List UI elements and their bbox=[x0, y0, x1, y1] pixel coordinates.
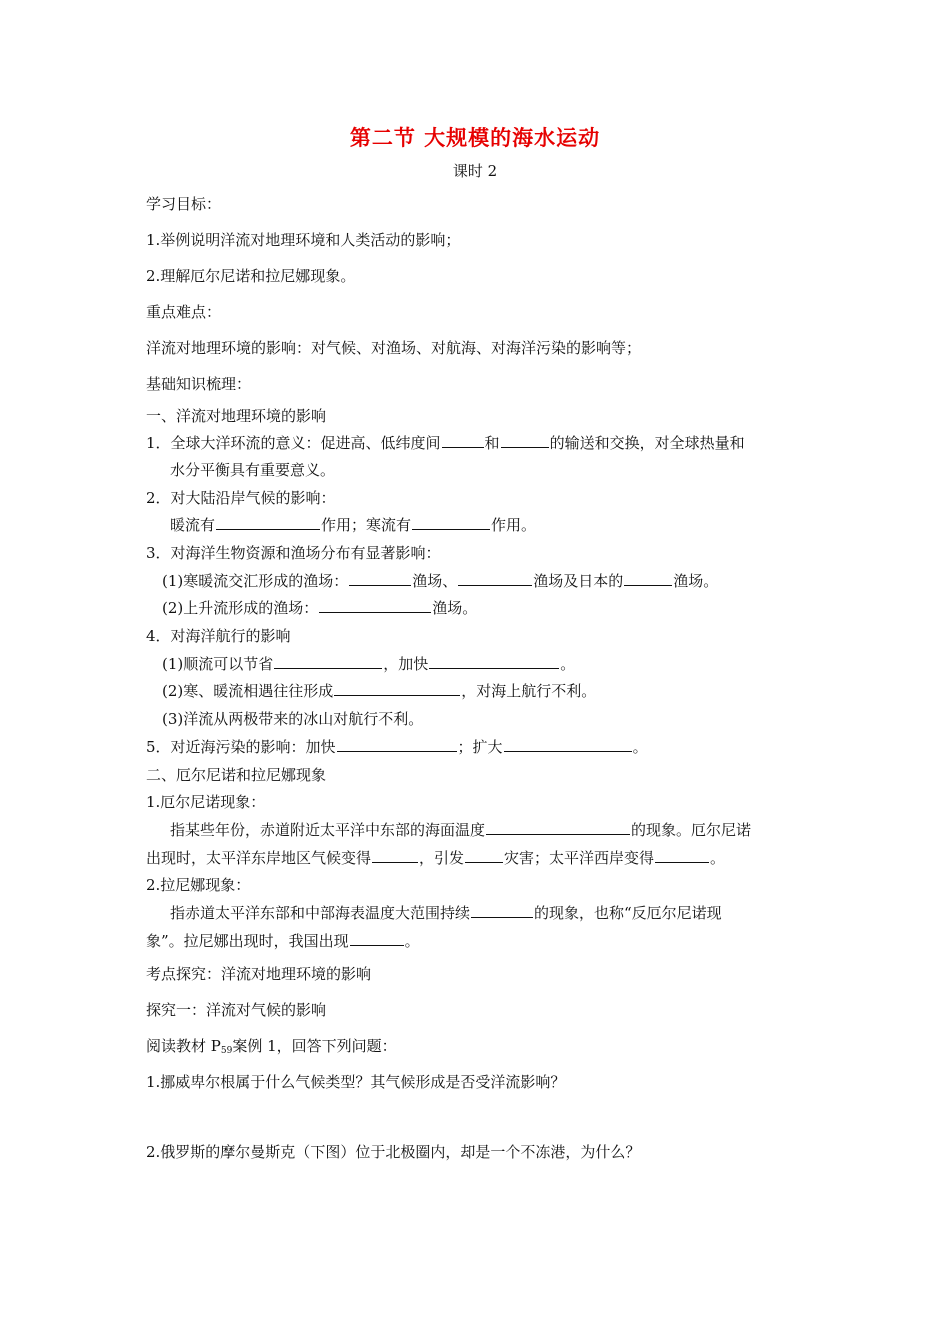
blank-fog[interactable] bbox=[334, 680, 460, 696]
item-4-heading: 4．对海洋航行的影响 bbox=[146, 627, 291, 645]
item-1-text-a: 1．全球大洋环流的意义：促进高、低纬度间 bbox=[146, 434, 441, 452]
inquiry-1-heading: 探究一：洋流对气候的影响 bbox=[146, 1001, 327, 1019]
blank-speed-up[interactable] bbox=[429, 653, 559, 669]
item-4-sub-1-text-b: ，加快 bbox=[383, 655, 429, 673]
el-nino-text-d: ，引发 bbox=[419, 849, 465, 867]
blank-china-effect[interactable] bbox=[350, 930, 404, 946]
el-nino-line-2 bbox=[146, 847, 725, 869]
la-nina-line-1 bbox=[170, 902, 722, 924]
page-subtitle: 课时 2 bbox=[452, 162, 498, 180]
item-3-sub-2-text-a: (2)上升流形成的渔场： bbox=[162, 599, 319, 617]
item-3-sub-2-text-b: 渔场。 bbox=[432, 599, 478, 617]
reading-text-a: 阅读教材 P bbox=[146, 1037, 221, 1055]
section-heading-basics: 基础知识梳理： bbox=[146, 375, 252, 393]
item-4-sub-1 bbox=[162, 653, 575, 675]
blank-fishery-3[interactable] bbox=[624, 570, 672, 586]
blank-pollution-range[interactable] bbox=[504, 736, 632, 752]
la-nina-heading: 2.拉尼娜现象： bbox=[146, 876, 251, 894]
exam-point-heading: 考点探究：洋流对地理环境的影响 bbox=[146, 965, 372, 983]
el-nino-text-a: 指某些年份，赤道附近太平洋中东部的海面温度 bbox=[170, 821, 486, 839]
la-nina-text-d: 。 bbox=[404, 932, 420, 950]
reading-instruction bbox=[146, 1035, 397, 1062]
section-heading-key-points: 重点难点： bbox=[146, 303, 222, 321]
item-3-sub-1-text-d: 渔场。 bbox=[673, 572, 719, 590]
item-4-sub-1-text-a: (1)顺流可以节省 bbox=[162, 655, 274, 673]
blank-disaster[interactable] bbox=[465, 847, 503, 863]
item-1-text-c: 的输送和交换，对全球热量和 bbox=[549, 434, 745, 452]
page-title: 第二节 大规模的海水运动 bbox=[349, 126, 601, 150]
part-2-heading: 二、厄尔尼诺和拉尼娜现象 bbox=[146, 766, 327, 784]
key-points-text: 洋流对地理环境的影响：对气候、对渔场、对航海、对海洋污染的影响等； bbox=[146, 339, 642, 357]
blank-cold-current-effect[interactable] bbox=[412, 514, 490, 530]
item-4-sub-1-text-c: 。 bbox=[560, 655, 576, 673]
blank-temp-drop[interactable] bbox=[471, 902, 533, 918]
blank-west-climate[interactable] bbox=[655, 847, 709, 863]
item-3-sub-1-text-c: 渔场及日本的 bbox=[533, 572, 624, 590]
blank-save[interactable] bbox=[274, 653, 382, 669]
item-5-text-c: 。 bbox=[632, 738, 648, 756]
item-1-line-1 bbox=[146, 432, 745, 454]
item-4-sub-2-text-b: ，对海上航行不利。 bbox=[461, 682, 597, 700]
reading-text-b: 案例 1，回答下列问题： bbox=[232, 1037, 397, 1055]
item-2-heading: 2．对大陆沿岸气候的影响： bbox=[146, 489, 336, 507]
item-2-text-b: 作用；寒流有 bbox=[321, 516, 412, 534]
item-4-sub-2-text-a: (2)寒、暖流相遇往往形成 bbox=[162, 682, 334, 700]
question-1: 1.挪威卑尔根属于什么气候类型？其气候形成是否受洋流影响？ bbox=[146, 1073, 566, 1091]
la-nina-text-c: 象”。拉尼娜出现时，我国出现 bbox=[146, 932, 349, 950]
page-number-subscript: 59 bbox=[220, 1046, 233, 1056]
el-nino-text-b: 的现象。厄尔尼诺 bbox=[631, 821, 752, 839]
blank-water[interactable] bbox=[501, 432, 549, 448]
section-heading-objectives: 学习目标： bbox=[146, 195, 222, 213]
item-2-text-c: 作用。 bbox=[491, 516, 537, 534]
item-5-text-b: ；扩大 bbox=[457, 738, 503, 756]
blank-heat[interactable] bbox=[442, 432, 484, 448]
la-nina-text-b: 的现象，也称“反厄尔尼诺现 bbox=[534, 904, 722, 922]
item-4-sub-3: (3)洋流从两极带来的冰山对航行不利。 bbox=[162, 710, 424, 728]
el-nino-text-f: 。 bbox=[710, 849, 726, 867]
item-5-text-a: 5．对近海污染的影响：加快 bbox=[146, 738, 336, 756]
el-nino-text-c: 出现时，太平洋东岸地区气候变得 bbox=[146, 849, 372, 867]
item-4-sub-2 bbox=[162, 680, 596, 702]
blank-purify-speed[interactable] bbox=[337, 736, 457, 752]
item-1-line-2: 水分平衡具有重要意义。 bbox=[170, 461, 336, 479]
blank-fishery-1[interactable] bbox=[349, 570, 411, 586]
item-3-sub-1 bbox=[162, 570, 718, 592]
item-2-detail bbox=[170, 514, 536, 536]
blank-fishery-2[interactable] bbox=[458, 570, 532, 586]
blank-upwelling-fishery[interactable] bbox=[319, 597, 431, 613]
item-3-sub-2 bbox=[162, 597, 477, 619]
item-1-text-b: 和 bbox=[484, 434, 500, 452]
item-2-text-a: 暖流有 bbox=[170, 516, 216, 534]
objective-1: 1.举例说明洋流对地理环境和人类活动的影响； bbox=[146, 231, 461, 249]
part-1-heading: 一、洋流对地理环境的影响 bbox=[146, 407, 327, 425]
objective-2: 2.理解厄尔尼诺和拉尼娜现象。 bbox=[146, 267, 356, 285]
item-5 bbox=[146, 736, 648, 758]
el-nino-line-1 bbox=[170, 819, 751, 841]
item-3-heading: 3．对海洋生物资源和渔场分布有显著影响： bbox=[146, 544, 441, 562]
blank-east-climate[interactable] bbox=[372, 847, 418, 863]
el-nino-heading: 1.厄尔尼诺现象： bbox=[146, 793, 266, 811]
el-nino-text-e: 灾害；太平洋西岸变得 bbox=[504, 849, 655, 867]
blank-warm-current-effect[interactable] bbox=[216, 514, 320, 530]
la-nina-text-a: 指赤道太平洋东部和中部海表温度大范围持续 bbox=[170, 904, 471, 922]
question-2: 2.俄罗斯的摩尔曼斯克（下图）位于北极圈内，却是一个不冻港，为什么？ bbox=[146, 1143, 641, 1161]
la-nina-line-2 bbox=[146, 930, 420, 952]
blank-sea-temp-rise[interactable] bbox=[486, 819, 630, 835]
item-3-sub-1-text-b: 渔场、 bbox=[412, 572, 458, 590]
item-3-sub-1-text-a: (1)寒暖流交汇形成的渔场： bbox=[162, 572, 349, 590]
